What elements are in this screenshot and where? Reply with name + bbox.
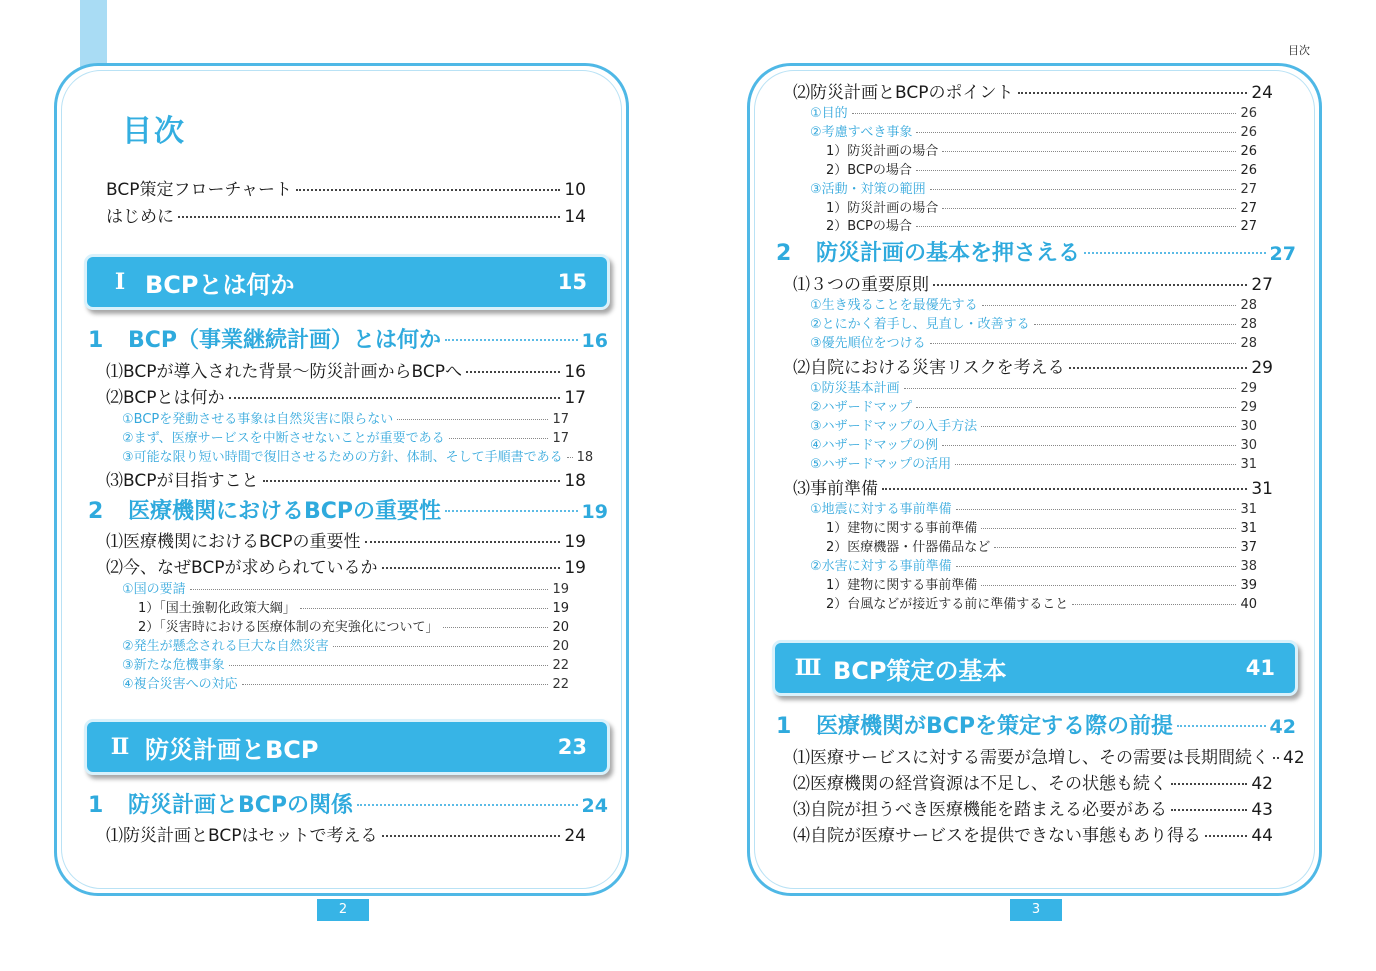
toc-item[interactable]: ⑴BCPが導入された背景～防災計画からBCPへ 16 (106, 362, 586, 382)
toc-item[interactable]: ⑵医療機関の経営資源は不足し、その状態も続く 42 (793, 774, 1273, 794)
toc-item[interactable]: ⑵BCPとは何か 17 (106, 388, 586, 408)
toc-subitem[interactable]: ③ハザードマップの入手方法 30 (810, 419, 1257, 434)
section-heading[interactable]: 1 防災計画とBCPの関係 24 (88, 793, 608, 818)
toc-subitem[interactable]: ④ハザードマップの例 30 (810, 438, 1257, 453)
chapter-banner[interactable]: Ⅱ 防災計画とBCP 23 (84, 719, 610, 775)
section-heading[interactable]: 1 BCP（事業継続計画）とは何か 16 (88, 328, 608, 353)
toc-subitem[interactable]: ②ハザードマップ 29 (810, 400, 1257, 415)
toc-subitem[interactable]: ①地震に対する事前準備 31 (810, 502, 1257, 517)
toc-item[interactable]: ⑶BCPが目指すこと 18 (106, 471, 586, 491)
toc-item[interactable]: ⑵自院における災害リスクを考える 29 (793, 358, 1273, 378)
toc-subitem[interactable]: ②水害に対する事前準備 38 (810, 559, 1257, 574)
toc-subsubitem[interactable]: 1）建物に関する事前準備 39 (826, 578, 1257, 593)
toc-subitem[interactable]: ④複合災害への対応 22 (122, 677, 569, 692)
toc-entry[interactable]: はじめに 14 (106, 207, 586, 227)
toc-subitem[interactable]: ②考慮すべき事象 26 (810, 125, 1257, 140)
toc-item[interactable]: ⑴３つの重要原則 27 (793, 275, 1273, 295)
toc-subsubitem[interactable]: 1）防災計画の場合 27 (826, 201, 1257, 216)
toc-item[interactable]: ⑶事前準備 31 (793, 479, 1273, 499)
running-header: 目次 (1288, 44, 1310, 57)
toc-subitem[interactable]: ③優先順位をつける 28 (810, 336, 1257, 351)
page-number: 2 (317, 899, 369, 921)
section-heading[interactable]: 2 防災計画の基本を押さえる 27 (776, 241, 1296, 266)
toc-item[interactable]: ⑴防災計画とBCPはセットで考える 24 (106, 826, 586, 846)
toc-subitem[interactable]: ③新たな危機事象 22 (122, 658, 569, 673)
toc-subitem[interactable]: ①BCPを発動させる事象は自然災害に限らない 17 (122, 412, 569, 427)
toc-subsubitem[interactable]: 1）防災計画の場合 26 (826, 144, 1257, 159)
toc-subitem[interactable]: ③活動・対策の範囲 27 (810, 182, 1257, 197)
toc-item[interactable]: ⑵防災計画とBCPのポイント 24 (793, 83, 1273, 103)
toc-subsubitem[interactable]: 2）BCPの場合 27 (826, 219, 1257, 234)
toc-item[interactable]: ⑴医療機関におけるBCPの重要性 19 (106, 532, 586, 552)
chapter-banner[interactable]: Ⅲ BCP策定の基本 41 (772, 640, 1298, 696)
toc-subitem[interactable]: ②まず、医療サービスを中断させないことが重要である 17 (122, 431, 569, 446)
chapter-banner[interactable]: Ⅰ BCPとは何か 15 (84, 254, 610, 310)
toc-item[interactable]: ⑷自院が医療サービスを提供できない事態もあり得る 44 (793, 826, 1273, 846)
toc-item[interactable]: ⑶自院が担うべき医療機能を踏まえる必要がある 43 (793, 800, 1273, 820)
toc-subitem[interactable]: ①目的 26 (810, 106, 1257, 121)
toc-subsubitem[interactable]: 2）BCPの場合 26 (826, 163, 1257, 178)
toc-subitem[interactable]: ①生き残ることを最優先する 28 (810, 298, 1257, 313)
toc-subitem[interactable]: ②とにかく着手し、見直し・改善する 28 (810, 317, 1257, 332)
toc-subitem[interactable]: ①国の要請 19 (122, 582, 569, 597)
page-title: 目次 (122, 114, 186, 149)
toc-item[interactable]: ⑵今、なぜBCPが求められているか 19 (106, 558, 586, 578)
section-heading[interactable]: 2 医療機関におけるBCPの重要性 19 (88, 499, 608, 524)
toc-subitem[interactable]: ③可能な限り短い時間で復旧させるための方針、体制、そして手順書である 18 (122, 450, 594, 465)
toc-subsubitem[interactable]: 1）建物に関する事前準備 31 (826, 521, 1257, 536)
toc-subitem[interactable]: ②発生が懸念される巨大な自然災害 20 (122, 639, 569, 654)
toc-subsubitem[interactable]: 2）医療機器・什器備品など 37 (826, 540, 1257, 555)
toc-subitem[interactable]: ①防災基本計画 29 (810, 381, 1257, 396)
toc-subsubitem[interactable]: 2）台風などが接近する前に準備すること 40 (826, 597, 1257, 612)
toc-item[interactable]: ⑴医療サービスに対する需要が急増し、その需要は長期間続く 42 (793, 748, 1305, 768)
section-heading[interactable]: 1 医療機関がBCPを策定する際の前提 42 (776, 714, 1296, 739)
toc-entry[interactable]: BCP策定フローチャート 10 (106, 180, 586, 200)
toc-subitem[interactable]: ⑤ハザードマップの活用 31 (810, 457, 1257, 472)
toc-subsubitem[interactable]: 1）「国土強靭化政策大綱」 19 (138, 601, 569, 616)
page-number: 3 (1010, 899, 1062, 921)
toc-subsubitem[interactable]: 2）「災害時における医療体制の充実強化について」 20 (138, 620, 569, 635)
